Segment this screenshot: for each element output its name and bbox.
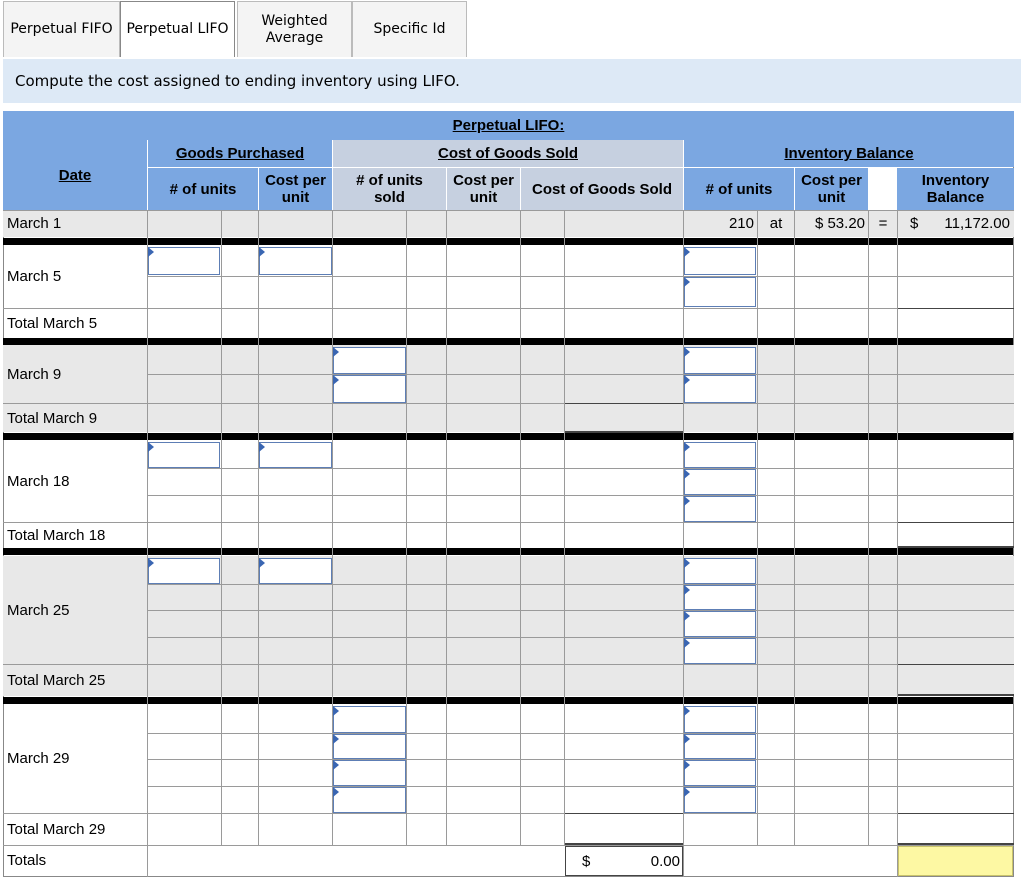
tab-weighted-average[interactable]: [237, 1, 352, 57]
grid-line: [520, 210, 521, 845]
grid-line: [3, 845, 1014, 846]
grid-line: [3, 403, 1014, 404]
total-balance-box: [898, 522, 1014, 548]
row-label-total-march5: Total March 5: [7, 314, 98, 332]
grid-line: [147, 495, 1014, 496]
grid-line: [258, 210, 259, 845]
grid-line: [147, 276, 1014, 277]
march5-purchase-units-input[interactable]: [148, 247, 220, 275]
col-balance-units: # of units: [684, 168, 794, 210]
row-label-march18: March 18: [7, 472, 70, 490]
march18-balance-units-input[interactable]: [684, 469, 756, 495]
separator: [3, 338, 1013, 345]
tab-bar: [0, 0, 1024, 60]
group-inventory-balance: [684, 140, 1014, 167]
march1-at: at: [769, 215, 783, 232]
total-balance-box: [898, 308, 1014, 338]
date-header-text: Date: [58, 166, 92, 184]
table-title-text: Perpetual LIFO:: [452, 117, 565, 134]
group-goods-purchased: [148, 140, 332, 167]
grid-line: [794, 210, 795, 845]
grid-line: [564, 210, 565, 845]
march1-units: 210: [728, 215, 754, 232]
col-balance-value: [897, 168, 1014, 210]
row-label-total-march29: Total March 29: [7, 820, 106, 838]
march1-cost: $ 53.20: [814, 215, 865, 232]
march25-balance-units-input[interactable]: [684, 558, 756, 584]
col-balance-cost: [795, 168, 868, 210]
march1-value: 11,172.00: [944, 215, 1010, 232]
march9-units-sold-input[interactable]: [333, 347, 406, 374]
col-sold-cost: [447, 168, 520, 210]
march29-balance-units-input[interactable]: [684, 787, 756, 813]
row-label-march9: March 9: [7, 365, 62, 383]
grid-line: [147, 733, 1014, 734]
march9-units-sold-input[interactable]: [333, 375, 406, 403]
march29-units-sold-input[interactable]: [333, 760, 406, 786]
balance-value-text: Inventory Balance: [921, 172, 990, 206]
col-purchased-units: # of units: [148, 168, 258, 210]
march29-balance-units-input[interactable]: [684, 706, 756, 733]
grid-line: [3, 813, 1014, 814]
row-label-march1: March 1: [7, 215, 62, 232]
march25-balance-units-input[interactable]: [684, 638, 756, 664]
tab-specific-id[interactable]: Specific Id: [352, 1, 467, 57]
grid-line: [3, 664, 1014, 665]
march18-purchase-cost-input[interactable]: [259, 442, 332, 468]
grid-line: [147, 786, 1014, 787]
tab-weighted-average-label: Weighted Average: [261, 12, 328, 46]
sold-cost-text: Cost per unit: [453, 172, 514, 206]
totals-answer-cell[interactable]: [898, 846, 1013, 876]
tab-perpetual-fifo[interactable]: Perpetual FIFO: [3, 1, 120, 57]
march1-equals: =: [878, 215, 888, 232]
totals-cogs-value: 0.00: [650, 852, 680, 870]
grid-line: [147, 584, 1014, 585]
grid-line: [757, 210, 758, 845]
row-label-march29: March 29: [7, 750, 70, 767]
total-balance-box: [898, 813, 1014, 845]
grid-line: [147, 637, 1014, 638]
row-label-total-march18: Total March 18: [7, 526, 106, 544]
totals-dollar: $: [582, 852, 591, 870]
purchased-cost-text: Cost per unit: [265, 172, 326, 206]
march18-balance-units-input[interactable]: [684, 496, 756, 522]
total-balance-box: [898, 664, 1014, 696]
march9-balance-units-input[interactable]: [684, 347, 756, 374]
row-label-total-march9: Total March 9: [7, 409, 98, 427]
grid-line: [147, 759, 1014, 760]
col-cogs: Cost of Goods Sold: [521, 168, 683, 210]
balance-cost-text: Cost per unit: [801, 172, 862, 206]
march5-purchase-cost-input[interactable]: [259, 247, 332, 275]
march29-balance-units-input[interactable]: [684, 734, 756, 759]
row-label-march25: March 25: [7, 601, 70, 619]
march29-units-sold-input[interactable]: [333, 734, 406, 759]
col-purchased-cost: [259, 168, 332, 210]
grid-line: [446, 210, 447, 845]
march29-units-sold-input[interactable]: [333, 706, 406, 733]
march25-purchase-cost-input[interactable]: [259, 558, 332, 584]
row-label-march5: March 5: [7, 268, 62, 285]
march18-purchase-units-input[interactable]: [148, 442, 220, 468]
separator: [3, 238, 1013, 245]
inventory-balance-text: Inventory Balance: [784, 145, 914, 162]
march25-balance-units-input[interactable]: [684, 585, 756, 610]
separator: [3, 433, 1013, 440]
total-cogs-box: [565, 813, 683, 845]
row-march9-block: [3, 345, 1014, 432]
grid-line: [221, 210, 222, 845]
march25-balance-units-input[interactable]: [684, 611, 756, 637]
grid-line: [147, 210, 148, 877]
grid-line: [147, 374, 1014, 375]
row-label-totals: Totals: [7, 852, 47, 869]
grid-line: [3, 522, 1014, 523]
march18-balance-units-input[interactable]: [684, 442, 756, 468]
group-cost-of-goods-sold: [333, 140, 683, 167]
units-sold-text: # of units sold: [356, 172, 423, 206]
separator: [3, 548, 1013, 555]
grid-line: [406, 210, 407, 845]
grid-line: [3, 308, 1014, 309]
row-label-total-march25: Total March 25: [7, 672, 106, 689]
march25-purchase-units-input[interactable]: [148, 558, 220, 584]
march9-balance-units-input[interactable]: [684, 375, 756, 403]
goods-purchased-text: Goods Purchased: [175, 145, 305, 162]
march29-units-sold-input[interactable]: [333, 787, 406, 813]
grid-line: [147, 610, 1014, 611]
march5-balance-units-input[interactable]: [684, 277, 756, 307]
cogs-group-text: Cost of Goods Sold: [438, 145, 578, 162]
col-units-sold: [333, 168, 446, 210]
table-title: [3, 111, 1014, 140]
march5-balance-units-input[interactable]: [684, 247, 756, 275]
total-cogs-box: [565, 403, 683, 433]
separator: [3, 697, 1013, 704]
march1-dollar: $: [910, 215, 919, 232]
instruction-text: Compute the cost assigned to ending inventory using LIFO.: [3, 59, 1021, 103]
tab-perpetual-lifo[interactable]: Perpetual LIFO: [120, 1, 235, 57]
march29-balance-units-input[interactable]: [684, 760, 756, 786]
grid-line: [147, 468, 1014, 469]
col-date-header: [3, 140, 147, 210]
grid-line: [868, 210, 869, 845]
